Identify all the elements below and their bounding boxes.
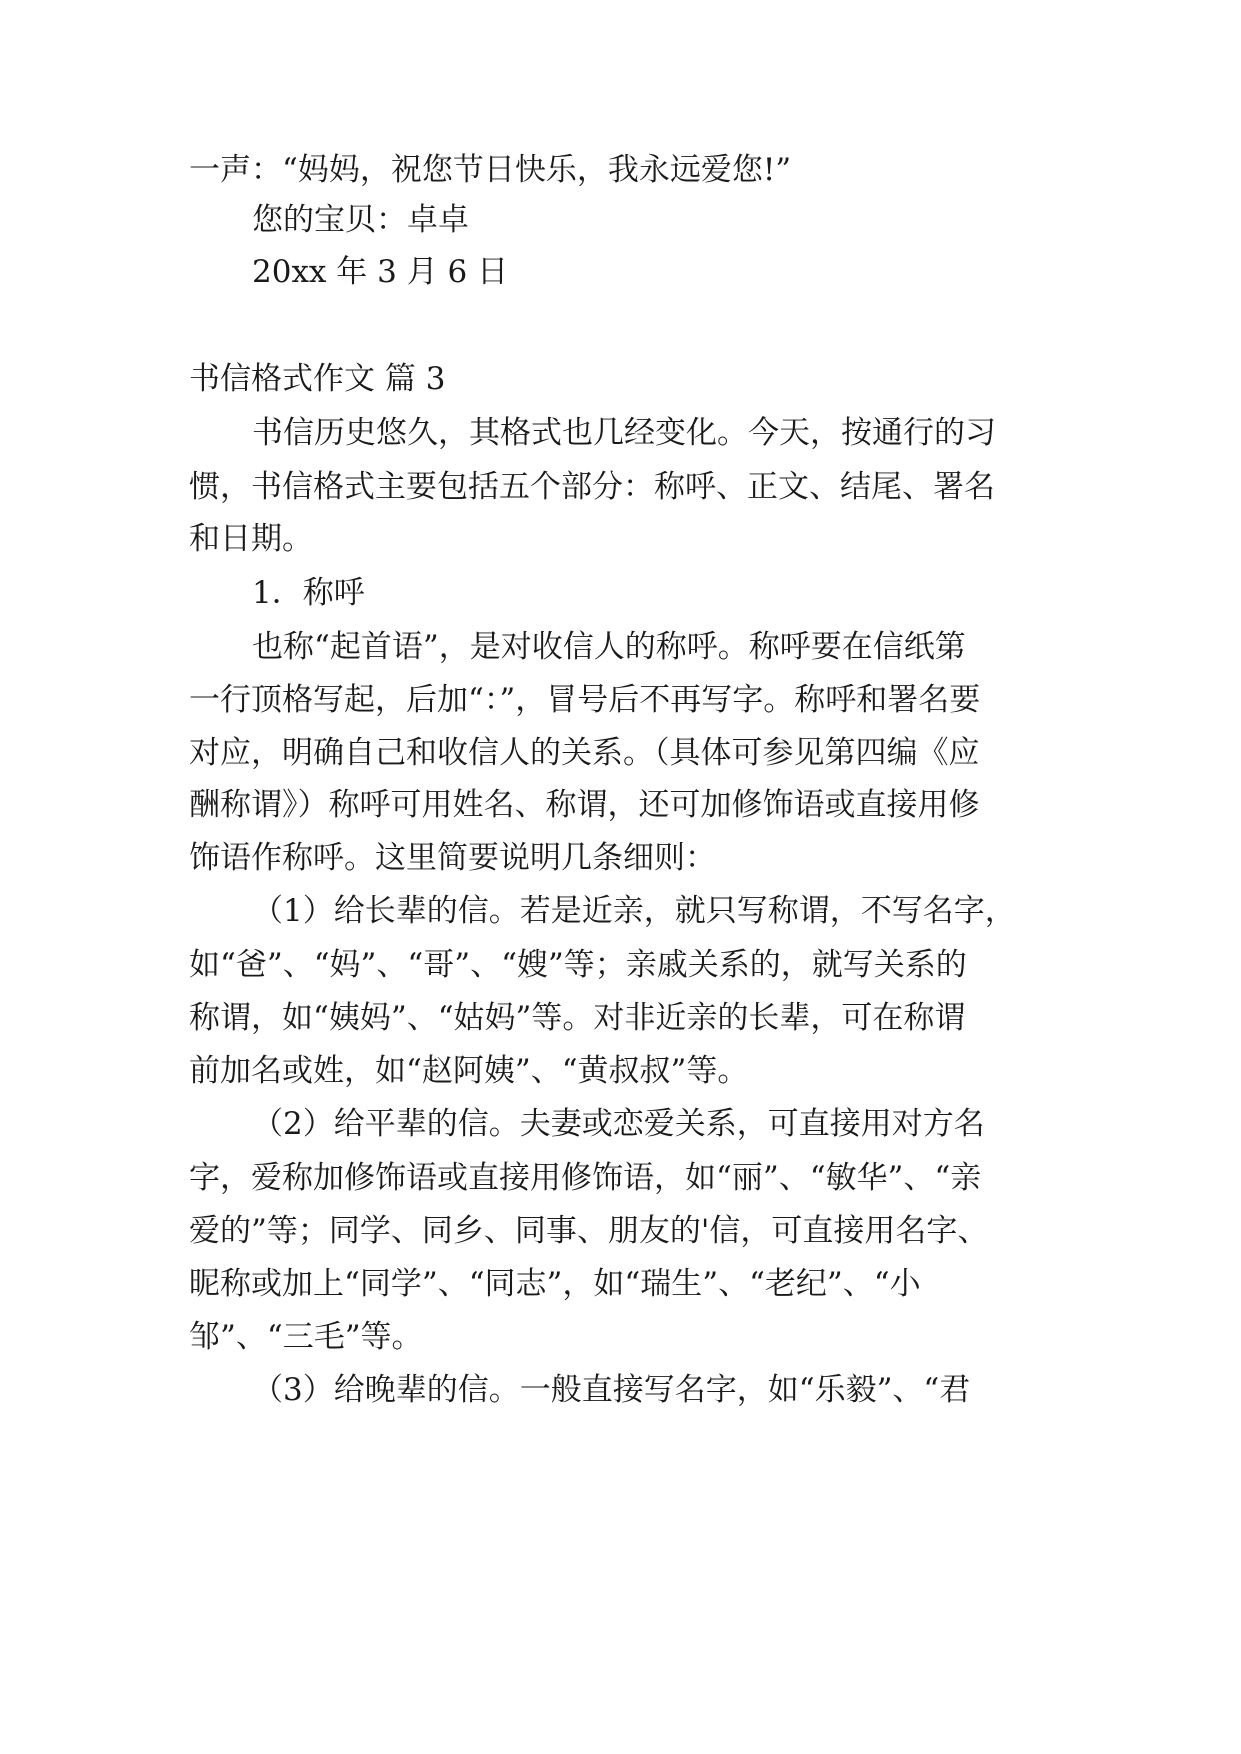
paragraph-line: 和日期。 [189,521,313,557]
paragraph-line: 书信历史悠久，其格式也几经变化。今天，按通行的习 [252,415,996,451]
article-title: 书信格式作文 篇 3 [189,361,446,397]
paragraph-line: 惯，书信格式主要包括五个部分：称呼、正文、结尾、署名 [189,469,995,505]
paragraph-line: （3）给晚辈的信。一般直接写名字，如“乐毅”、“君 [252,1372,971,1408]
paragraph-line: 昵称或加上“同学”、“同志”，如“瑞生”、“老纪”、“小 [189,1266,921,1302]
paragraph-line: 酬称谓》）称呼可用姓名、称谓，还可加修饰语或直接用修 [189,787,980,823]
paragraph-line: 也称“起首语”，是对收信人的称呼。称呼要在信纸第 [252,629,966,665]
paragraph-line: 邹”、“三毛”等。 [189,1319,423,1355]
paragraph-line: 对应，明确自己和收信人的关系。（具体可参见第四编《应 [189,735,980,771]
paragraph-line: 前加名或姓，如“赵阿姨”、“黄叔叔”等。 [189,1053,749,1089]
paragraph-line: （1）给长辈的信。若是近亲，就只写称谓，不写名字， [252,893,1016,929]
letter-closing-line: 一声：“妈妈，祝您节日快乐，我永远爱您!” [189,152,792,188]
paragraph-line: 如“爸”、“妈”、“哥”、“嫂”等；亲戚关系的，就写关系的 [189,947,967,983]
paragraph-line: 爱的”等；同学、同乡、同事、朋友的'信，可直接用名字、 [189,1213,989,1249]
paragraph-line: 一行顶格写起，后加“：”，冒号后不再写字。称呼和署名要 [189,682,981,718]
letter-signature: 您的宝贝：卓卓 [252,202,469,238]
section-heading: 1．称呼 [252,575,365,611]
paragraph-line: （2）给平辈的信。夫妻或恋爱关系，可直接用对方名 [252,1106,985,1142]
paragraph-line: 字，爱称加修饰语或直接用修饰语，如“丽”、“敏华”、“亲 [189,1160,982,1196]
letter-date: 20xx 年 3 月 6 日 [252,254,509,290]
paragraph-line: 称谓，如“姨妈”、“姑妈”等。对非近亲的长辈，可在称谓 [189,1000,966,1036]
paragraph-line: 饰语作称呼。这里简要说明几条细则： [189,840,716,876]
